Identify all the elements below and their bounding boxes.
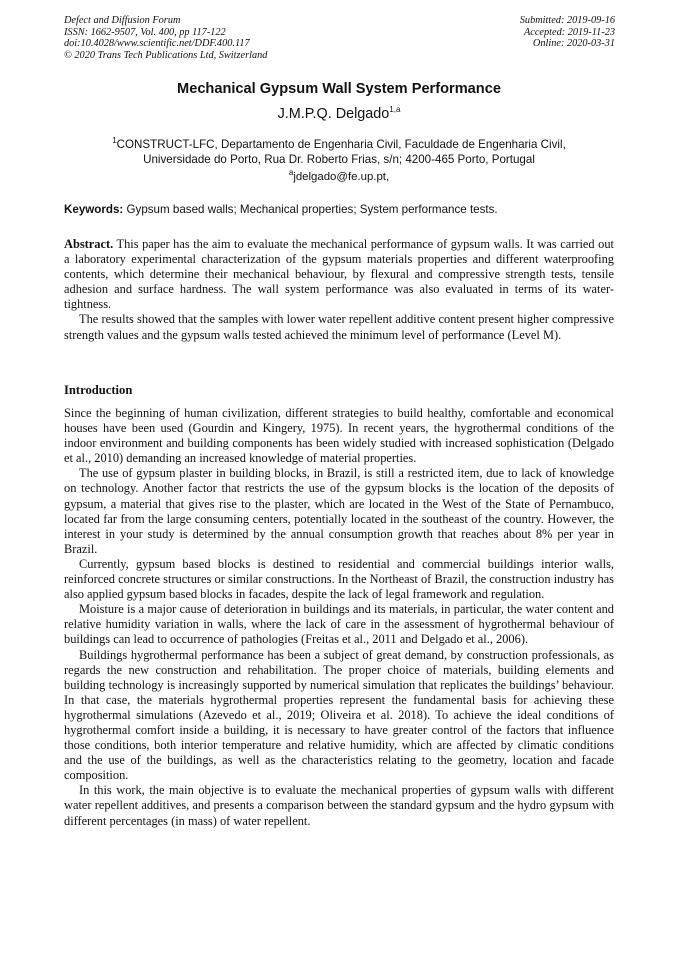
- author-line: [0, 105, 678, 122]
- intro-paragraph: Currently, gypsum based blocks is destined to residential and commercial buildings interior walls, reinforced concrete structures or similar constructions. In the Northeast of Brazil, the construction industry has also applied gypsum based blocks in facades, despite the lack of legal framework and regulation.: [64, 556, 614, 602]
- email-address: jdelgado@fe.up.pt,: [293, 170, 390, 183]
- abstract: [64, 237, 614, 343]
- journal-header-left: [64, 15, 267, 61]
- introduction-body: [64, 406, 614, 829]
- intro-paragraph: Buildings hygrothermal performance has been a subject of great demand, by construction professionals, as regards the new construction and rehabilitation. The proper choice of materials, building elements and building technology is increasingly supported by numerical simulation that replicates the buildings’ behaviour. In that case, the materials hygrothermal properties represent the fundamental basis for achieving these hygrothermal simulations (Azevedo et al., 2019; Oliveira et al. 2018). To achieve the ideal conditions of hygrothermal comfort inside a building, it is necessary to have greater control of the factors that influence those conditions, both interior temperature and relative humidity, which are affected by climatic conditions and the use of the buildings, as well as the characteristics relating to the geometry, location and facade composition.: [64, 647, 614, 783]
- introduction-heading: Introduction: [64, 383, 133, 397]
- abstract-paragraph-1: Abstract. This paper has the aim to evaluate the mechanical performance of gypsum walls. It was carried out a laboratory experimental characterization of the gypsum materials properties and different waterproofing contents, which determine their mechanical behaviour, by flexural and compressive strength tests, tensile adhesion and surface hardness. The wall system performance was also evaluated in terms of its water-tightness.: [64, 237, 614, 312]
- affiliation: [0, 133, 678, 167]
- keywords: [64, 203, 498, 216]
- abstract-label: Abstract.: [64, 237, 114, 251]
- abstract-paragraph-2: The results showed that the samples with lower water repellent additive content present higher compressive strength values and the gypsum walls tested achieved the minimum level of performance (Level M).: [64, 312, 614, 342]
- keywords-text: Gypsum based walls; Mechanical properties; System performance tests.: [123, 203, 498, 216]
- affiliation-marker: 1: [112, 136, 117, 145]
- copyright-notice: © 2020 Trans Tech Publications Ltd, Switzerland: [64, 49, 268, 61]
- online-date: Online: 2020-03-31: [532, 38, 615, 50]
- accepted-date: Accepted: 2019-11-23: [523, 26, 615, 38]
- submitted-date: Submitted: 2019-09-16: [519, 15, 615, 26]
- intro-paragraph: The use of gypsum plaster in building blocks, in Brazil, is still a restricted item, due to lack of knowledge on technology. Another factor that restricts the use of the gypsum blocks is the location of the deposits of gypsum, a material that gives rise to the plaster, which are located in the West of the State of Pernambuco, located far from the large consuming centers, potentially located in the southeast of the country. However, the interest in your study is determined by the annual consumption growth that reaches about 8% per year in Brazil.: [64, 466, 614, 556]
- author-affiliation-marker: 1,a: [389, 105, 401, 114]
- article-doi: doi:10.4028/www.scientific.net/DDF.400.117: [64, 38, 250, 50]
- affiliation-line-2: Universidade do Porto, Rua Dr. Roberto Frias, s/n; 4200-465 Porto, Portugal: [143, 152, 535, 166]
- journal-name: Defect and Diffusion Forum: [64, 15, 181, 26]
- intro-paragraph: Since the beginning of human civilization, different strategies to build healthy, comfortable and economical houses have been used (Gourdin and Kingery, 1975). In recent years, the hygrothermal conditions of the indoor environment and building components has been widely studied with increased sophistication (Delgado et al., 2010) demanding an increased knowledge of material properties.: [64, 406, 614, 466]
- affiliation-line-1: $^1$CONSTRUCT-LFC, Departamento de Engenharia Civil, Faculdade de Engenharia Civil,: [112, 136, 566, 151]
- paper-title: Mechanical Gypsum Wall System Performance: [177, 81, 501, 97]
- author-name: J.M.P.Q. Delgado: [277, 105, 390, 122]
- author-email: [0, 168, 678, 183]
- intro-paragraph: In this work, the main objective is to evaluate the mechanical properties of gypsum walls with different water repellent additives, and presents a comparison between the standard gypsum and the hydro gypsum with different percentages (in mass) of water repellent.: [64, 783, 614, 828]
- email-marker: a: [288, 168, 294, 177]
- keywords-label: Keywords:: [64, 203, 124, 216]
- intro-paragraph: Moisture is a major cause of deterioration in buildings and its materials, in particular, the water content and relative humidity variation in walls, where the lack of care in the assessment of hygrothermal behaviour of buildings can lead to occurrence of pathologies (Freitas et al., 2011 and Delgado et al., 2006).: [64, 602, 614, 647]
- journal-header-right: [520, 15, 615, 50]
- journal-issn: ISSN: 1662-9507, Vol. 400, pp 117-122: [64, 26, 226, 38]
